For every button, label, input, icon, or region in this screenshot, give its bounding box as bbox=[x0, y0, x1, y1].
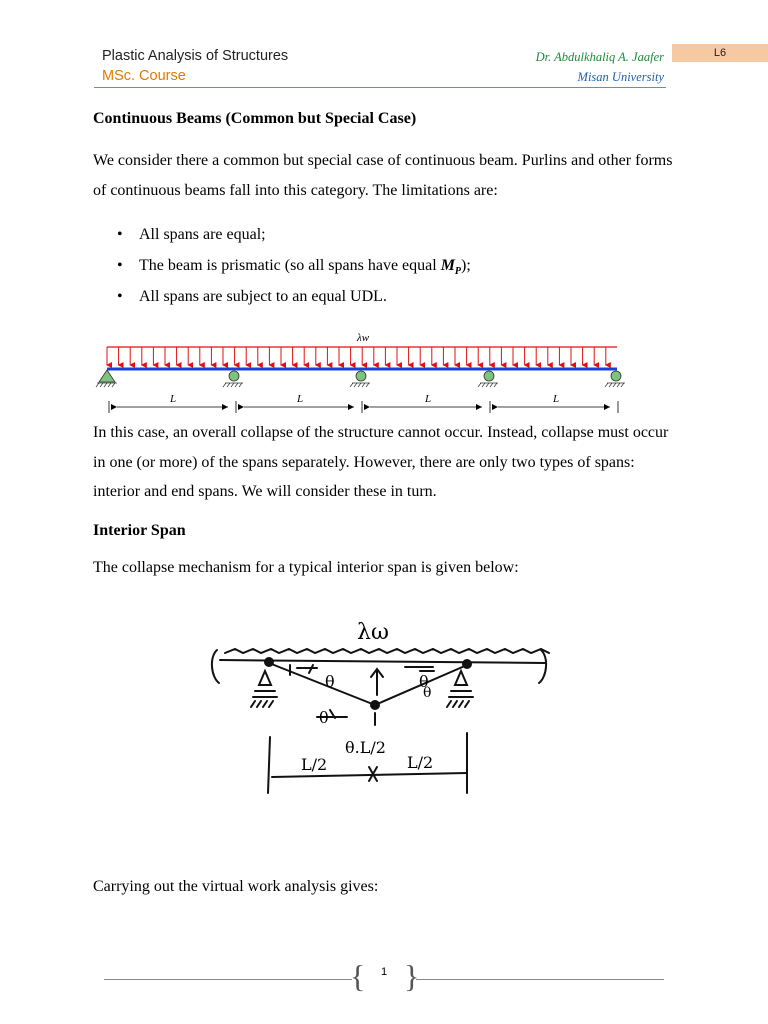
roller-support bbox=[223, 371, 243, 387]
ground-hatch-left bbox=[251, 691, 277, 707]
span-label: L bbox=[169, 393, 177, 405]
university-name: Misan University bbox=[577, 70, 664, 84]
span-label: L bbox=[424, 393, 432, 405]
collapse-paragraph: In this case, an overall collapse of the structure cannot occur. Instead, collapse must occur in one (or more) of the spans separately. However, there are only two types of spans: interior and end spans. We will consider these in turn. bbox=[93, 424, 669, 500]
dimension-tick-left bbox=[268, 737, 270, 793]
roller-support bbox=[350, 371, 370, 387]
udl-wave bbox=[225, 649, 549, 653]
right-break-mark bbox=[539, 650, 546, 683]
half-span-label: L/2 bbox=[301, 755, 328, 774]
ground-hatch-right bbox=[447, 691, 473, 707]
plastic-hinge-right bbox=[462, 659, 472, 669]
load-label: λw bbox=[356, 332, 370, 344]
footer-brace-right: } bbox=[404, 958, 420, 994]
roller-support bbox=[605, 371, 625, 387]
footer-brace-left: { bbox=[350, 958, 366, 994]
sketch-load-label: λω bbox=[357, 620, 389, 645]
theta-label: θ bbox=[325, 672, 335, 691]
roller-supports bbox=[223, 371, 625, 387]
mp-symbol: $M_P$ bbox=[440, 257, 462, 278]
deflected-left-segment bbox=[269, 663, 375, 705]
interior-span-text: The collapse mechanism for a typical interior span is given below: bbox=[93, 559, 519, 576]
left-break-mark bbox=[212, 650, 219, 683]
plastic-hinge-left bbox=[264, 657, 274, 667]
theta-label: θ bbox=[419, 672, 429, 691]
theta-label: θ bbox=[423, 685, 432, 701]
pin-support bbox=[96, 370, 117, 387]
virtual-work-text: Carrying out the virtual work analysis gives: bbox=[93, 878, 379, 895]
half-span-label: L/2 bbox=[407, 753, 434, 772]
lecture-tab: L6 bbox=[672, 44, 768, 62]
span-label: L bbox=[552, 393, 560, 405]
angle-mark-right bbox=[405, 667, 434, 671]
limitations-list bbox=[93, 219, 471, 312]
collapse-mechanism-sketch bbox=[205, 605, 555, 805]
udl-arrows bbox=[107, 347, 606, 365]
footer-divider-right bbox=[416, 979, 664, 980]
section-title: Continuous Beams (Common but Special Case) bbox=[93, 110, 417, 127]
course-title: Plastic Analysis of Structures bbox=[102, 48, 289, 64]
footer-divider-left bbox=[104, 979, 352, 980]
header-divider bbox=[94, 87, 666, 88]
interior-span-title: Interior Span bbox=[93, 522, 186, 539]
list-item: • All spans are subject to an equal UDL. bbox=[93, 281, 471, 312]
list-item: • All spans are equal; bbox=[93, 219, 471, 250]
list-item: • The beam is prismatic (so all spans have equal $M_P$); bbox=[93, 250, 471, 281]
span-label: L bbox=[296, 393, 304, 405]
theta-label: θ bbox=[319, 708, 329, 727]
continuous-beam-figure bbox=[95, 325, 635, 420]
roller-support bbox=[478, 371, 498, 387]
course-level: MSc. Course bbox=[102, 68, 186, 84]
author-name: Dr. Abdulkhaliq A. Jaafer bbox=[535, 50, 664, 64]
plastic-hinge-mid bbox=[370, 700, 380, 710]
deflection-label: θ.L/2 bbox=[345, 738, 386, 757]
intro-paragraph: We consider there a common but special case of continuous beam. Purlins and other forms of continuous beams fall into this category. The limitations are: bbox=[93, 152, 673, 199]
page-number: 1 bbox=[380, 966, 388, 978]
